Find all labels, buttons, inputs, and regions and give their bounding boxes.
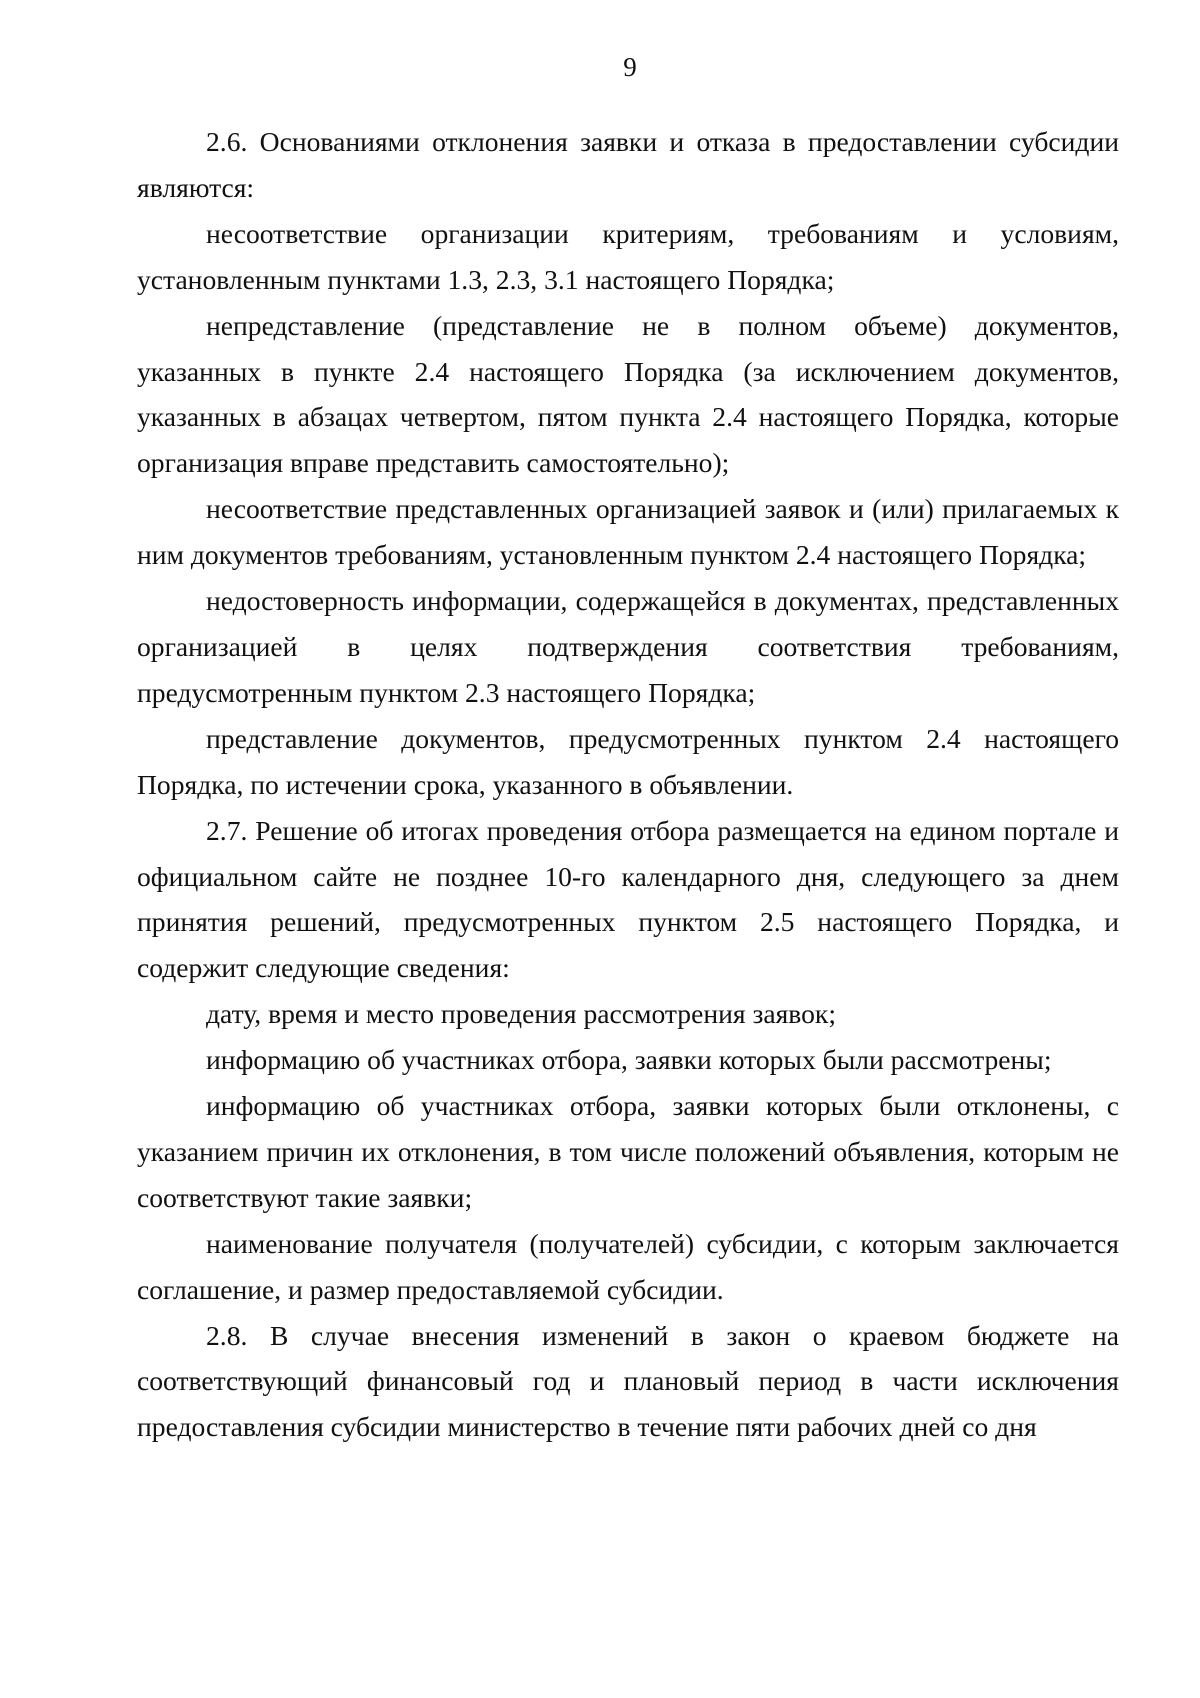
paragraph-late-submission: представление документов, предусмотренных пунктом 2.4 настоящего Порядка, по истечении срока, указанного в объявлении. <box>137 722 1119 800</box>
paragraph-2-8: 2.8. В случае внесения изменений в закон о краевом бюджете на соответствующий финансовый год и плановый период в части исключения предоставления субсидии министерство в течение пяти рабочих дней со дня <box>137 1319 1119 1443</box>
paragraph-rejected-participants: информацию об участниках отбора, заявки которых были отклонены, с указанием причин их отклонения, в том числе положений объявления, которым не соответствуют такие заявки; <box>137 1090 1119 1213</box>
paragraph-documents-missing: непредставление (представление не в полном объеме) документов, указанных в пункте 2.4 настоящего Порядка (за исключением документов, указанных в абзацах четвертом, пятом пункта 2.4 настоящего Порядка, которые организация вправе представить самостоятельно); <box>137 309 1119 479</box>
paragraph-2-7: 2.7. Решение об итогах проведения отбора размещается на едином портале и официальном сайте не позднее 10-го календарного дня, следующего за днем принятия решений, предусмотренных пунктом 2.5 настоящего Порядка, и содержит следующие сведения: <box>137 814 1119 984</box>
paragraph-2-6: 2.6. Основаниями отклонения заявки и отказа в предоставлении субсидии являются: <box>137 126 1119 203</box>
paragraph-recipient-name: наименование получателя (получателей) субсидии, с которым заключается соглашение, и размер предоставляемой субсидии. <box>137 1227 1119 1305</box>
page-number: 9 <box>623 52 637 82</box>
paragraph-application-mismatch: несоответствие представленных организацией заявок и (или) прилагаемых к ним документов требованиям, установленным пунктом 2.4 настоящего Порядка; <box>137 493 1119 571</box>
document-body <box>137 119 1119 1450</box>
paragraph-criteria-mismatch: несоответствие организации критериям, требованиям и условиям, установленным пунктами 1.3, 2.3, 3.1 настоящего Порядка; <box>137 217 1119 295</box>
paragraph-review-date: дату, время и место проведения рассмотрения заявок; <box>206 998 836 1030</box>
paragraph-unreliable-info: недостоверность информации, содержащейся в документах, представленных организацией в целях подтверждения соответствия требованиям, предусмотренным пунктом 2.3 настоящего Порядка; <box>137 585 1119 708</box>
paragraph-reviewed-participants: информацию об участниках отбора, заявки которых были рассмотрены; <box>206 1044 1052 1076</box>
